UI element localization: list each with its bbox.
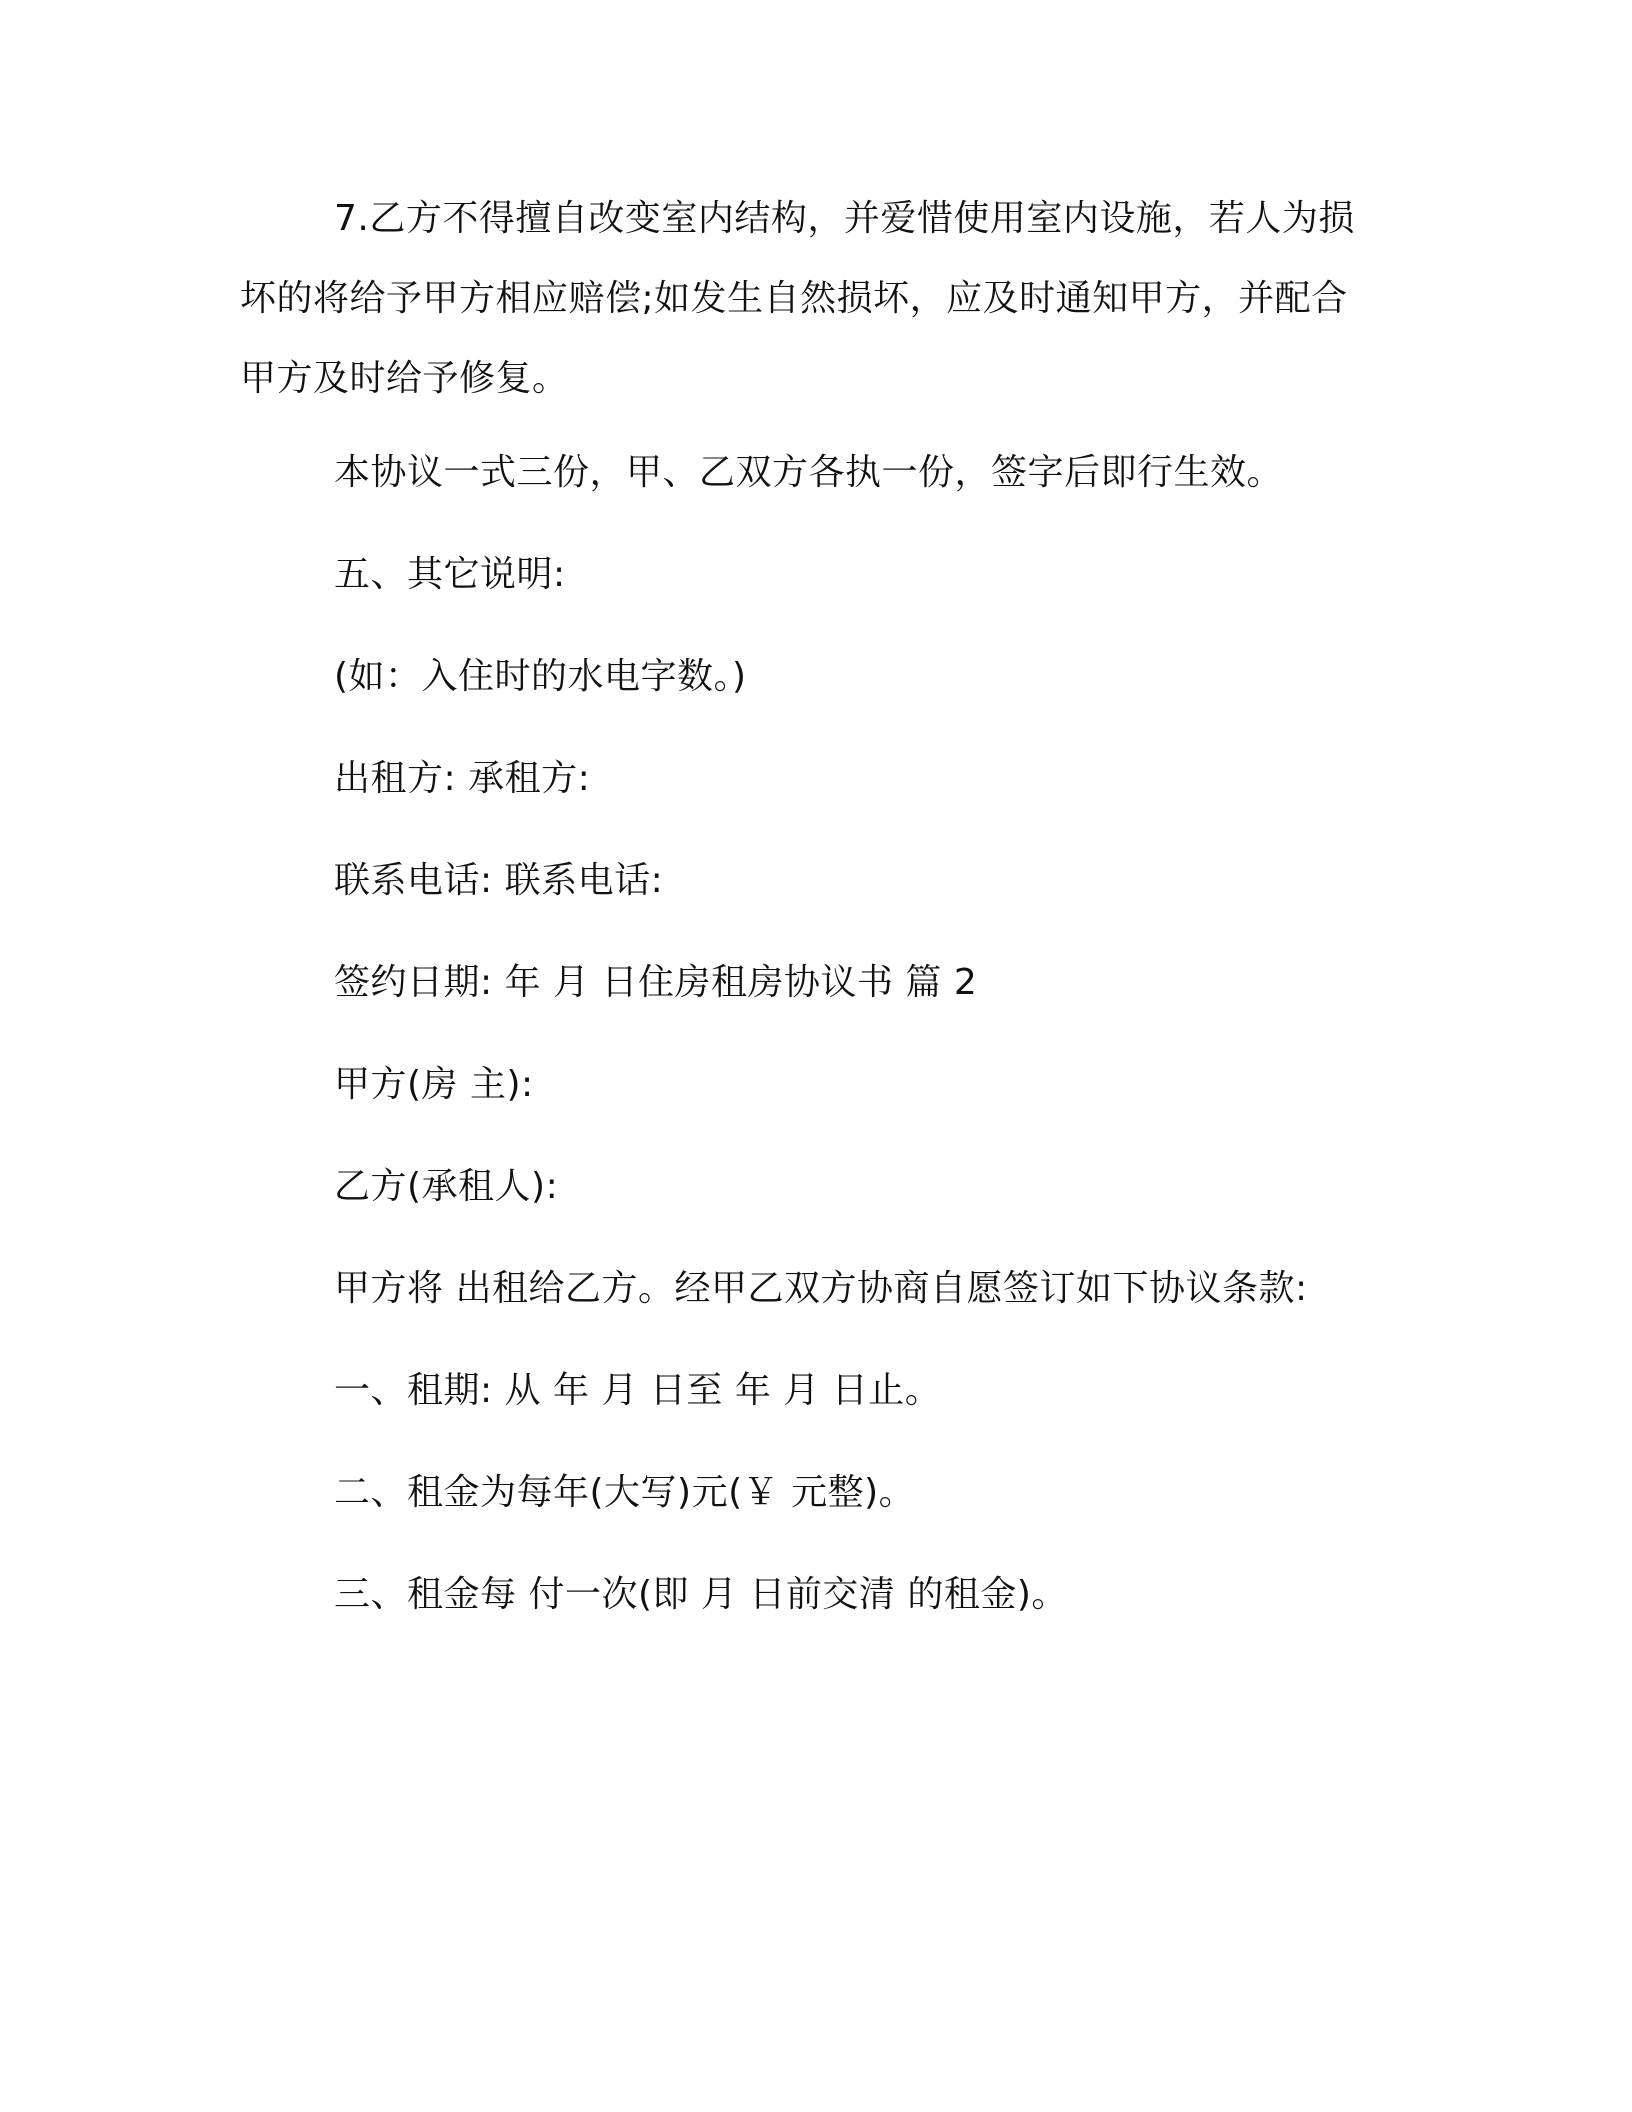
signing-date-line: 签约日期: 年 月 日住房租房协议书 篇 2 [334,962,978,1003]
party-a-landlord-line: 甲方(房 主): [334,1064,534,1105]
rent-payment-clause: 三、租金每 付一次(即 月 日前交清 的租金)。 [334,1574,1068,1615]
other-notes-heading: 五、其它说明: [334,554,566,595]
rent-amount-clause: 二、租金为每年(大写)元(￥ 元整)。 [334,1472,916,1513]
signatory-parties-line: 出租方: 承租方: [334,758,591,799]
party-b-tenant-line: 乙方(承租人): [334,1166,559,1207]
other-notes-example: (如：入住时的水电字数。) [334,656,747,697]
clause-7-paragraph: 7.乙方不得擅自改变室内结构，并爱惜使用室内设施，若人为损坏的将给予甲方相应赔偿;如发生自然损坏，应及时通知甲方，并配合甲方及时给予修复。 [240,198,1355,399]
lease-term-clause: 一、租期: 从 年 月 日至 年 月 日止。 [334,1370,942,1411]
copies-clause-paragraph: 本协议一式三份，甲、乙双方各执一份，签字后即行生效。 [334,452,1284,493]
contact-phone-line: 联系电话: 联系电话: [334,860,664,901]
agreement-intro-paragraph: 甲方将 出租给乙方。经甲乙双方协商自愿签订如下协议条款: [334,1268,1308,1309]
